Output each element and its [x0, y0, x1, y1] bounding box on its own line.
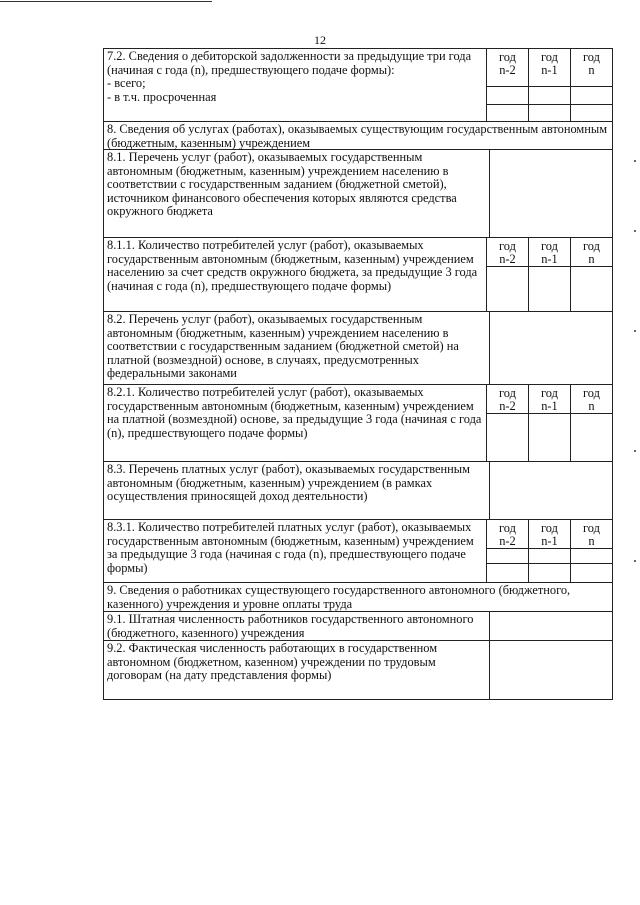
year-columns [486, 520, 612, 582]
year-columns [486, 49, 612, 121]
scan-speck [634, 560, 636, 562]
year-n-2-header: год n-2 [499, 50, 516, 77]
page-number: 12 [314, 33, 326, 47]
year-values [487, 548, 612, 563]
row-text: 8.3. Перечень платных услуг (работ), оказываемых государственным автономным (бюджетным, казенным) учреждением (в рамках осуществления приносящей доход деятельности) [107, 462, 470, 504]
top-rule [0, 1, 212, 2]
value-cell [489, 641, 612, 699]
year-n-2-header: год n-2 [499, 386, 516, 413]
value-cell [489, 612, 612, 640]
row-8 [104, 121, 612, 149]
row-text: 8.2. Перечень услуг (работ), оказываемых государственным автономным (бюджетным, казенным) учреждением населению в соответствии с государственным заданием (бюджетной сметой) на платной (возмездной) основе, в случаях, предусмотренных федеральными законами [107, 312, 459, 381]
value-cell [489, 150, 612, 237]
row-text: 9.1. Штатная численность работников государственного автономного (бюджетного, казенного) учреждения [107, 612, 474, 640]
year-n-2-header: год n-2 [499, 239, 516, 266]
row-7-2 [104, 49, 612, 121]
year-n-1-header: год n-1 [528, 238, 570, 266]
value-cell [489, 312, 612, 384]
row-text: 9. Сведения о работниках существующего государственного автономного (бюджетного, казенного) учреждения и уровне оплаты труда [107, 583, 571, 611]
year-n-header: год n [570, 385, 612, 413]
value-cell [489, 462, 612, 519]
scan-speck [634, 160, 636, 162]
year-values [487, 563, 612, 582]
scan-speck [634, 450, 636, 452]
row-text: 8.3.1. Количество потребителей платных услуг (работ), оказываемых государственным автономным (бюджетным, казенным) учреждением за предыдущие 3 года (начиная с года (n), предшествующего подаче формы) [107, 520, 474, 575]
year-n-1-header: год n-1 [528, 49, 570, 86]
form-table [103, 48, 613, 700]
year-columns [486, 385, 612, 461]
year-values [487, 266, 612, 311]
year-n-header: год n [570, 49, 612, 86]
year-values-total [487, 86, 612, 104]
row-9 [104, 582, 612, 611]
year-columns [486, 238, 612, 311]
row-text: 8. Сведения об услугах (работах), оказываемых существующим государственным автономным (бюджетным, казенным) учреждением [107, 122, 608, 150]
row-8-3 [104, 461, 612, 519]
scan-speck [634, 330, 636, 332]
row-text: 8.1.1. Количество потребителей услуг (работ), оказываемых государственным автономным (бюджетным, казенным) учреждением населению за счет средств окружного бюджета, за предыдущие 3 года (начиная с года (n), предшествующего подаче формы) [107, 238, 478, 293]
row-text: 8.1. Перечень услуг (работ), оказываемых государственным автономным (бюджетным, казенным) учреждением населению в соответствии с государственным заданием (бюджетной сметой), источником финансового обеспечения которых являются средства окружного бюджета [107, 150, 457, 219]
row-8-2-1 [104, 384, 612, 461]
scan-speck [634, 230, 636, 232]
row-text: 7.2. Сведения о дебиторской задолженности за предыдущие три года (начиная с года (n), предшествующего подаче формы): - всего; - в т.ч. просроченная [107, 49, 472, 104]
row-8-3-1 [104, 519, 612, 582]
row-text: 8.2.1. Количество потребителей услуг (работ), оказываемых государственным автономным (бюджетным, казенным) учреждением на платной (возмездной) основе, за предыдущие 3 года (начиная с года (n), предшествующего подаче формы) [107, 385, 482, 440]
year-values-overdue [487, 104, 612, 121]
year-n-header: год n [570, 520, 612, 548]
year-n-2-header: год n-2 [499, 521, 516, 548]
row-8-2 [104, 311, 612, 384]
year-values [487, 413, 612, 461]
row-9-2 [104, 640, 612, 699]
row-9-1 [104, 611, 612, 640]
year-n-header: год n [570, 238, 612, 266]
row-8-1 [104, 149, 612, 237]
year-n-1-header: год n-1 [528, 385, 570, 413]
year-n-1-header: год n-1 [528, 520, 570, 548]
row-8-1-1 [104, 237, 612, 311]
row-text: 9.2. Фактическая численность работающих в государственном автономном (бюджетном, казенном) учреждении по трудовым договорам (на дату представления формы) [107, 641, 438, 683]
